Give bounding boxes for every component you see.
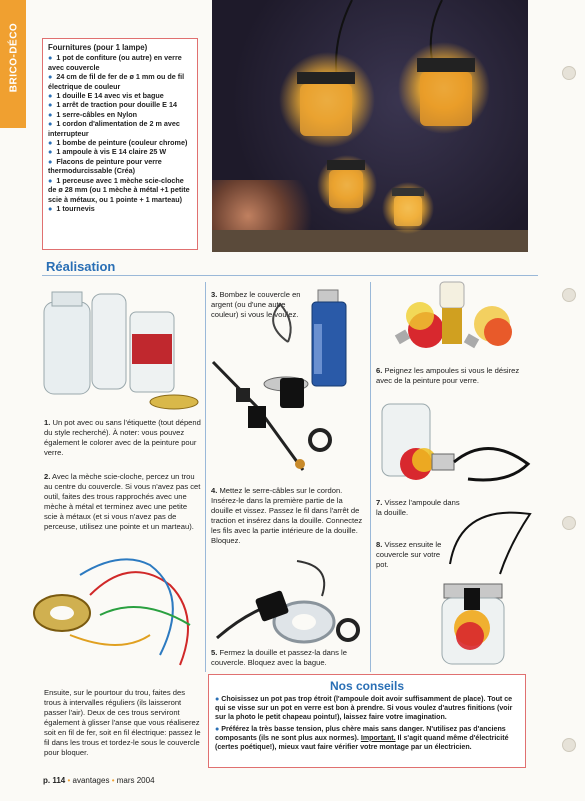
step-5 [211,648,365,668]
step-7 [376,498,466,518]
bullet-icon: ● [48,91,55,101]
step-4-text: Mettez le serre-câbles sur le cordon. Insérez-le dans la première partie de la douille et vissez. Passez le fil dans l'arrêt de traction et insérez dans la douille. Connectez les fils avec la partie intérieure de la douille. Bloquez. [211,486,363,545]
supplies-item-text: 1 douille E 14 avec vis et bague [56,91,164,101]
bullet-icon: ● [48,119,55,129]
bullet-icon: ● [48,53,55,63]
section-divider [42,275,538,276]
lid-and-wires-illustration [30,555,200,677]
supplies-item [48,72,192,91]
wooden-shelf [212,230,528,252]
step-5-text: Fermez la douille et passez-la dans le couvercle. Bloquez avec la bague. [211,648,347,667]
tips-paragraph-1-text: Choisissez un pot pas trop étroit (l'ampoule doit avoir suffisamment de place). Tout ce qui se visse sur un pot en verre est bon à prendre. Si vous voulez d'autres finitions (voir sur la photo le petit chapeau pointu!), laissez faire votre imagination. [215,695,513,722]
page-number: p. 114 [43,776,66,785]
supplies-item [48,204,192,213]
bulb-in-socket-illustration [378,394,538,494]
bullet-icon: ● [48,156,55,166]
step-6 [376,366,536,386]
step-3 [211,290,311,320]
jars-illustration [40,284,200,412]
separator-dot-icon: • [67,776,71,785]
step-6-text: Peignez les ampoules si vous le désirez avec de la peinture pour verre. [376,366,520,385]
supplies-item [48,110,192,119]
bullet-icon: ● [48,138,55,148]
supplies-item-text: Flacons de peinture pour verre thermodurcissable (Créa) [48,156,162,176]
supplies-item-text: 1 cordon d'alimentation de 2 m avec interrupteur [48,119,180,138]
supplies-item [48,147,192,156]
step-2-continued [44,688,202,758]
supplies-box [42,38,198,250]
magazine-name: avantages [72,776,110,785]
supplies-item-text: 1 ampoule à vis E 14 claire 25 W [56,147,167,157]
supplies-item [48,91,192,100]
supplies-item [48,157,192,176]
step-8-text: Vissez ensuite le couvercle sur votre pot. [376,540,442,569]
tips-box [208,674,526,768]
bullet-icon: ● [48,147,55,157]
supplies-item [48,138,192,147]
step-1 [44,418,202,458]
column-divider [370,282,371,672]
supplies-item-text: 1 tournevis [56,203,95,213]
column-divider [205,282,206,672]
supplies-item-text: 1 perceuse avec 1 mèche scie-cloche de ø 28 mm (ou 1 mèche à métal +1 petite scie à métaux, ou 1 pointe + 1 marteau) [48,175,190,204]
step-3-text: Bombez le couvercle en argent (ou d'une autre couleur) si vous le voulez. [211,290,301,319]
painted-bulbs-illustration [374,276,544,362]
page-footer [43,776,155,785]
supplies-item [48,53,192,72]
supplies-item [48,176,192,204]
supplies-item-text: 1 bombe de peinture (couleur chrome) [56,138,188,148]
section-tab-label: BRICO-DÉCO [8,22,20,93]
step-4 [211,486,365,546]
step-4-number: 4. [211,486,218,495]
step-2-continued-text: Ensuite, sur le pourtour du trou, faites des trous à intervalles réguliers (ils laisseront passer l'air). Deux de ces trous serviront également à glisser l'anse que vous réaliserez soit en fil de fer, soit en fil électrique: passez le fil dans les trous et tordez-le sous le couvercle pour bloquer. [44,688,201,757]
supplies-list [48,53,192,213]
bullet-icon: ● [215,724,222,733]
supplies-title: Fournitures (pour 1 lampe) [48,43,148,52]
tips-important-label: Important. [360,733,396,742]
step-7-number: 7. [376,498,383,507]
bullet-icon: ● [48,175,55,185]
binder-hole [562,516,576,530]
step-1-number: 1. [44,418,51,427]
lanterns-photo [212,0,528,252]
supplies-item [48,100,192,109]
tips-paragraph-1 [215,695,519,723]
step-7-text: Vissez l'ampoule dans la douille. [376,498,460,517]
step-2 [44,472,202,532]
supplies-item-text: 1 arrêt de traction pour douille E 14 [56,100,177,110]
bullet-icon: ● [48,109,55,119]
binder-hole [562,738,576,752]
binder-hole [562,288,576,302]
tips-paragraph-2-text: Préférez la très basse tension, plus chère mais sans danger. N'utilisez pas d'anciens composants (ils ne sont plus aux normes). [215,724,506,742]
supplies-item [48,119,192,138]
step-3-number: 3. [211,290,218,299]
step-8-number: 8. [376,540,383,549]
step-2-number: 2. [44,472,51,481]
step-6-number: 6. [376,366,383,375]
finished-lamp-illustration [440,504,540,674]
separator-dot-icon: • [111,776,115,785]
realisation-heading: Réalisation [46,259,116,274]
step-5-number: 5. [211,648,218,657]
supplies-item-text: 24 cm de fil de fer de ø 1 mm ou de fil électrique de couleur [48,72,185,91]
tips-paragraph-2 [215,725,519,753]
bullet-icon: ● [48,72,55,82]
section-tab [0,0,26,128]
issue-date: mars 2004 [116,776,155,785]
tips-title: Nos conseils [329,679,405,693]
tips-paragraph-2-text-end: Il s'agit quand même d'électricité (certes poétique!), mieux vaut faire vérifier votre montage par un électricien. [215,733,509,752]
supplies-item-text: 1 serre-câbles en Nylon [56,109,138,119]
step-1-text: Un pot avec ou sans l'étiquette (tout dépend du style recherché). À noter: vous pouvez également le colorer avec de la peinture pour verre. [44,418,201,457]
bullet-icon: ● [215,695,222,703]
bullet-icon: ● [48,203,55,213]
supplies-item-text: 1 pot de confiture (ou autre) en verre avec couvercle [48,53,182,72]
step-2-text: Avec la mèche scie-cloche, percez un trou au centre du couvercle. Si vous n'avez pas cet outil, faites des trous rapprochés avec une mèche à métal et terminez avec une petite scie à métaux (et si vous n'avez pas de perceuse, utilisez une pointe et un marteau). [44,472,201,531]
socket-in-lid-illustration [212,556,368,648]
bullet-icon: ● [48,100,55,110]
binder-hole [562,66,576,80]
step-8 [376,540,444,570]
